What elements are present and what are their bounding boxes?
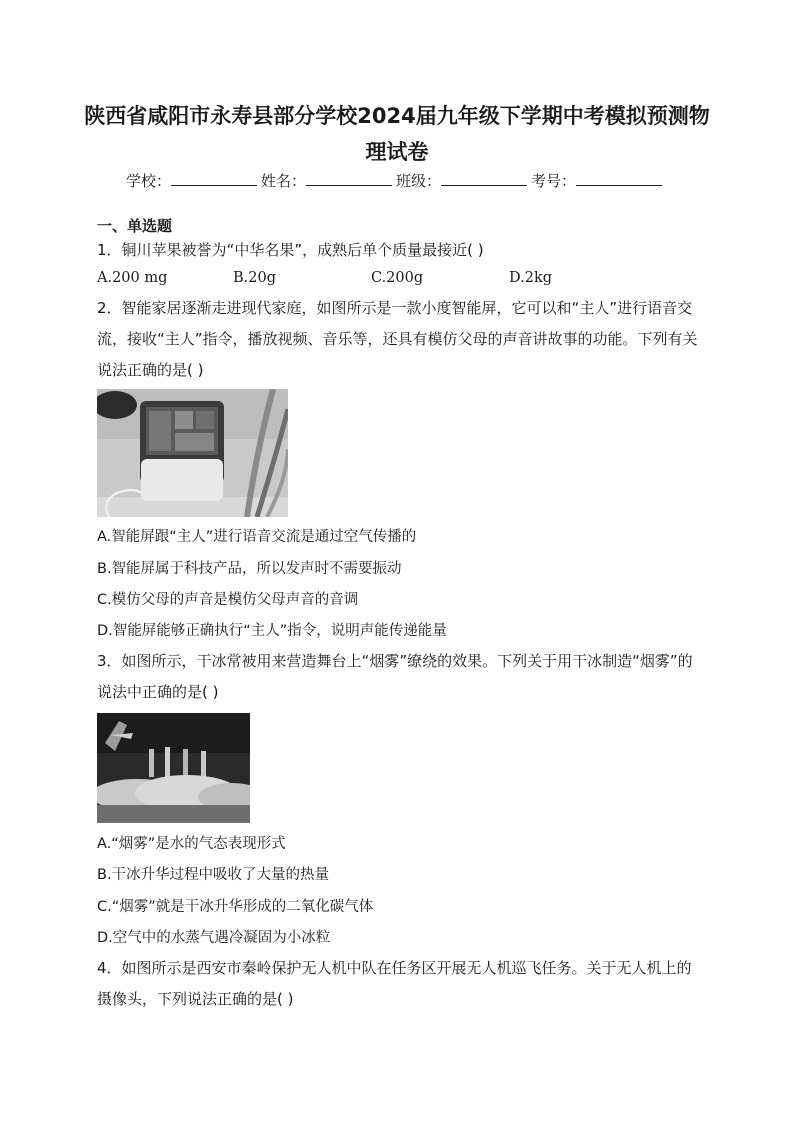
question-1-option-d[interactable]: D.2kg (509, 270, 553, 286)
page-title: 陕西省咸阳市永寿县部分学校2024届九年级下学期中考模拟预测物理试卷 (84, 104, 710, 164)
question-2-option-c[interactable]: C.模仿父母的声音是模仿父母声音的音调 (97, 592, 359, 608)
section-heading: 一、单选题 (97, 217, 173, 235)
dry-ice-stage-illustration (97, 713, 250, 823)
dry-ice-stage-photo (97, 713, 250, 823)
name-label: 姓名： (261, 172, 307, 190)
question-3-option-d[interactable]: D.空气中的水蒸气遇冷凝固为小冰粒 (97, 930, 331, 946)
school-label: 学校： (126, 172, 172, 190)
question-4-stem: 4．如图所示是西安市秦岭保护无人机中队在任务区开展无人机巡飞任务。关于无人机上的摄像头，下列说法正确的是( ) (97, 959, 692, 1008)
question-3-stem: 3．如图所示，干冰常被用来营造舞台上“烟雾”缭绕的效果。下列关于用干冰制造“烟雾”的说法中正确的是( ) (97, 652, 693, 701)
question-2-option-b[interactable]: B.智能屏属于科技产品，所以发声时不需要振动 (97, 561, 402, 577)
class-label: 班级： (396, 172, 442, 190)
question-3-option-b[interactable]: B.干冰升华过程中吸收了大量的热量 (97, 867, 330, 883)
smart-screen-photo (97, 389, 288, 517)
question-2-stem: 2．智能家居逐渐走进现代家庭，如图所示是一款小度智能屏，它可以和“主人”进行语音交流，接收“主人”指令，播放视频、音乐等，还具有模仿父母的声音讲故事的功能。下列有关说法正确的是( ) (97, 299, 698, 379)
exam-number-blank[interactable] (576, 171, 662, 186)
school-blank[interactable] (171, 171, 257, 186)
question-3-option-a[interactable]: A.“烟雾”是水的气态表现形式 (97, 836, 286, 852)
smart-screen-illustration (97, 389, 288, 517)
question-1-stem: 1．铜川苹果被誉为“中华名果”，成熟后单个质量最接近( ) (97, 241, 484, 259)
question-2-option-d[interactable]: D.智能屏能够正确执行“主人”指令，说明声能传递能量 (97, 623, 447, 639)
student-info-row (126, 170, 666, 191)
class-blank[interactable] (441, 171, 527, 186)
question-3-option-c[interactable]: C.“烟雾”就是干冰升华形成的二氧化碳气体 (97, 899, 374, 915)
question-1-option-c[interactable]: C.200g (371, 270, 424, 286)
question-1-option-b[interactable]: B.20g (233, 270, 276, 286)
question-1-option-a[interactable]: A.200 mg (97, 270, 168, 286)
question-2-option-a[interactable]: A.智能屏跟“主人”进行语音交流是通过空气传播的 (97, 529, 417, 545)
name-blank[interactable] (306, 171, 392, 186)
exam-number-label: 考号： (531, 172, 577, 190)
